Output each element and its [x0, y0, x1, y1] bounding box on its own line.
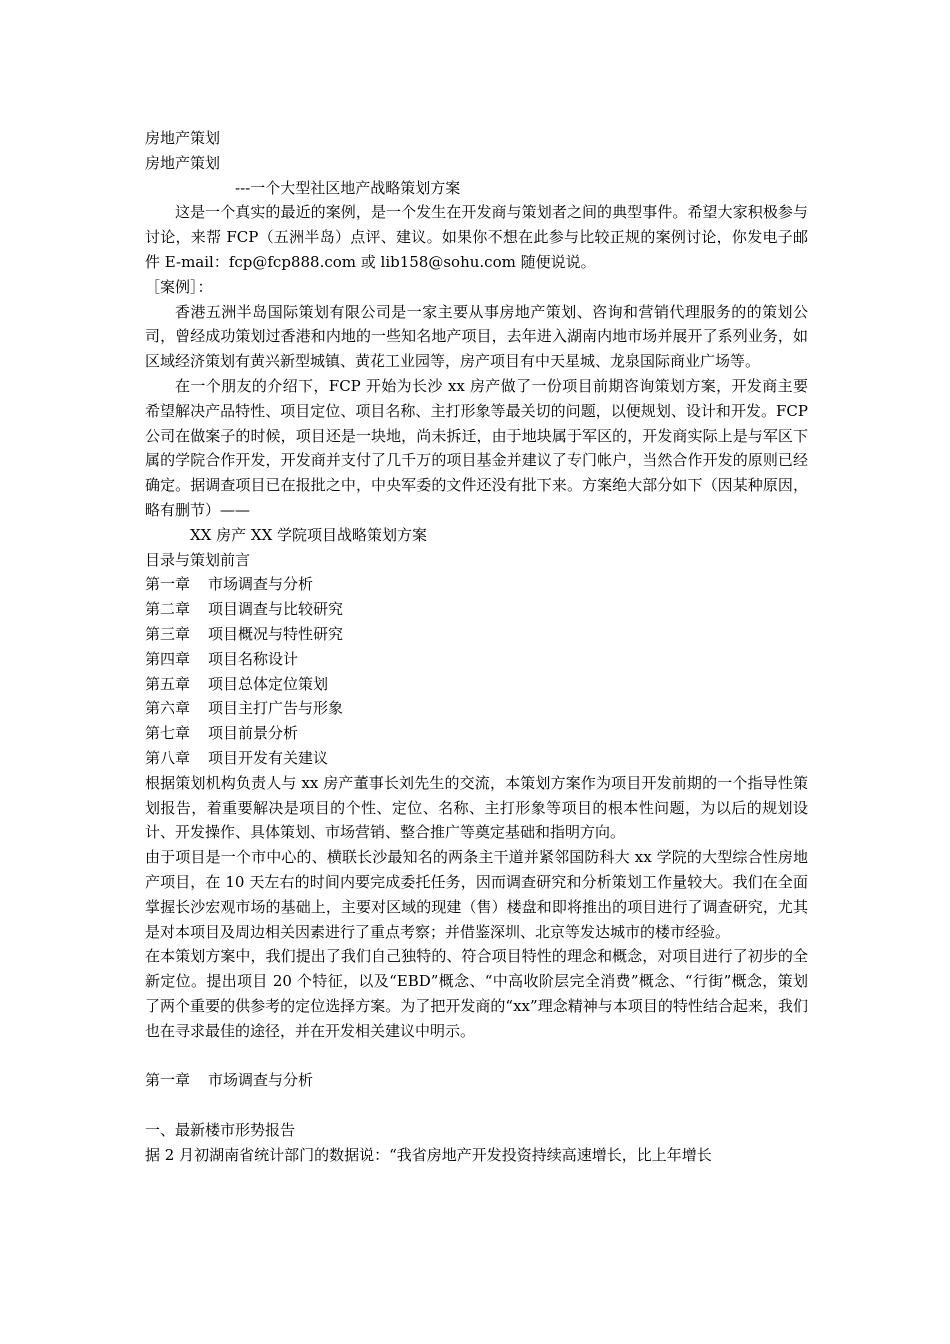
toc-item	[145, 622, 808, 647]
plan-title: XX 房产 XX 学院项目战略策划方案	[190, 525, 428, 544]
toc-chapter-name: 项目前景分析	[208, 724, 299, 743]
spacer	[145, 1043, 808, 1068]
intro-paragraph: 这是一个真实的最近的案例，是一个发生在开发商与策划者之间的典型事件。希望大家积极参与讨论，来帮 FCP（五洲半岛）点评、建议。如果你不想在此参与比较正规的案例讨论，你发电子邮件 E-mail：fcp@fcp888.com 或 lib158@sohu.com 随便说说。	[145, 203, 808, 271]
preface-paragraph-3: 在本策划方案中，我们提出了我们自己独特的、符合项目特性的理念和概念，对项目进行了初步的全新定位。提出项目 20 个特征，以及“EBD”概念、“中高收阶层完全消费”概念、“行街”概念，策划了两个重要的供参考的定位选择方案。为了把开发商的“xx”理念精神与本项目的特性结合起来，我们也在寻求最佳的途径，并在开发相关建议中明示。	[145, 947, 808, 1040]
toc-item	[145, 696, 808, 721]
table-of-contents	[145, 572, 808, 770]
toc-item	[145, 746, 808, 771]
preface-paragraph-1: 根据策划机构负责人与 xx 房产董事长刘先生的交流，本策划方案作为项目开发前期的一个指导性策划报告，着重要解决是项目的个性、定位、名称、主打形象等项目的根本性问题，为以后的规划设计、开发操作、具体策划、市场营销、整合推广等奠定基础和指明方向。	[145, 773, 808, 842]
toc-item	[145, 647, 808, 672]
document-page	[145, 126, 808, 1167]
toc-chapter-name: 市场调查与分析	[208, 575, 314, 594]
toc-chapter-name: 项目名称设计	[208, 649, 299, 668]
preface-paragraph-2: 由于项目是一个市中心的、横联长沙最知名的两条主干道并紧邻国防科大 xx 学院的大型综合性房地产项目，在 10 天左右的时间内要完成委托任务，因而调查研究和分析策划工作量较大。我们在全面掌握长沙宏观市场的基础上，主要对区域的现建（售）楼盘和即将推出的项目进行了调查研究，尤其是对本项目及周边相关因素进行了重点考察；并借鉴深圳、北京等发达城市的楼市经验。	[145, 848, 808, 941]
story-paragraph: 在一个朋友的介绍下，FCP 开始为长沙 xx 房产做了一份项目前期咨询策划方案，开发商主要希望解决产品特性、项目定位、项目名称、主打形象等最关切的问题，以便规划、设计和开发。FCP 公司在做案子的时候，项目还是一块地，尚未拆迁，由于地块属于军区的，开发商实际上是与军区下属的学院合作开发，开发商并支付了几千万的项目基金并建议了专门帐户，当然合作开发的原则已经确定。据调查项目已在报批之中，中央军委的文件还没有批下来。方案绝大部分如下（因某种原因，略有删节）——	[145, 376, 808, 519]
toc-chapter-name: 项目调查与比较研究	[208, 600, 344, 619]
toc-chapter-number: 第二章	[145, 600, 191, 619]
toc-item	[145, 672, 808, 697]
toc-chapter-name: 项目总体定位策划	[208, 674, 329, 693]
doc-subtitle: ---一个大型社区地产战略策划方案	[235, 178, 461, 197]
toc-chapter-number: 第八章	[145, 748, 191, 767]
spacer	[145, 1093, 808, 1118]
toc-chapter-number: 第一章	[145, 575, 191, 594]
chapter-name: 市场调查与分析	[208, 1071, 314, 1090]
toc-chapter-number: 第四章	[145, 649, 191, 668]
section-paragraph: 据 2 月初湖南省统计部门的数据说：“我省房地产开发投资持续高速增长，比上年增长	[145, 1145, 712, 1164]
chapter-number: 第一章	[145, 1071, 191, 1090]
toc-item	[145, 597, 808, 622]
toc-chapter-name: 项目主打广告与形象	[208, 699, 344, 718]
toc-item	[145, 572, 808, 597]
doc-title-2: 房地产策划	[145, 153, 221, 172]
toc-chapter-number: 第五章	[145, 674, 191, 693]
toc-heading: 目录与策划前言	[145, 550, 251, 569]
case-label: ［案例］：	[145, 277, 213, 296]
toc-chapter-number: 第三章	[145, 624, 191, 643]
toc-chapter-name: 项目概况与特性研究	[208, 624, 344, 643]
chapter-heading	[145, 1068, 808, 1093]
doc-title-1: 房地产策划	[145, 129, 221, 147]
toc-chapter-name: 项目开发有关建议	[208, 748, 329, 767]
toc-item	[145, 721, 808, 746]
section-heading: 一、最新楼市形势报告	[145, 1120, 296, 1139]
toc-chapter-number: 第七章	[145, 724, 191, 743]
company-paragraph: 香港五洲半岛国际策划有限公司是一家主要从事房地产策划、咨询和营销代理服务的的策划公司，曾经成功策划过香港和内地的一些知名地产项目，去年进入湖南内地市场并展开了系列业务，如区域经济策划有黄兴新型城镇、黄花工业园等，房产项目有中天星城、龙泉国际商业广场等。	[145, 302, 808, 371]
toc-chapter-number: 第六章	[145, 699, 191, 718]
